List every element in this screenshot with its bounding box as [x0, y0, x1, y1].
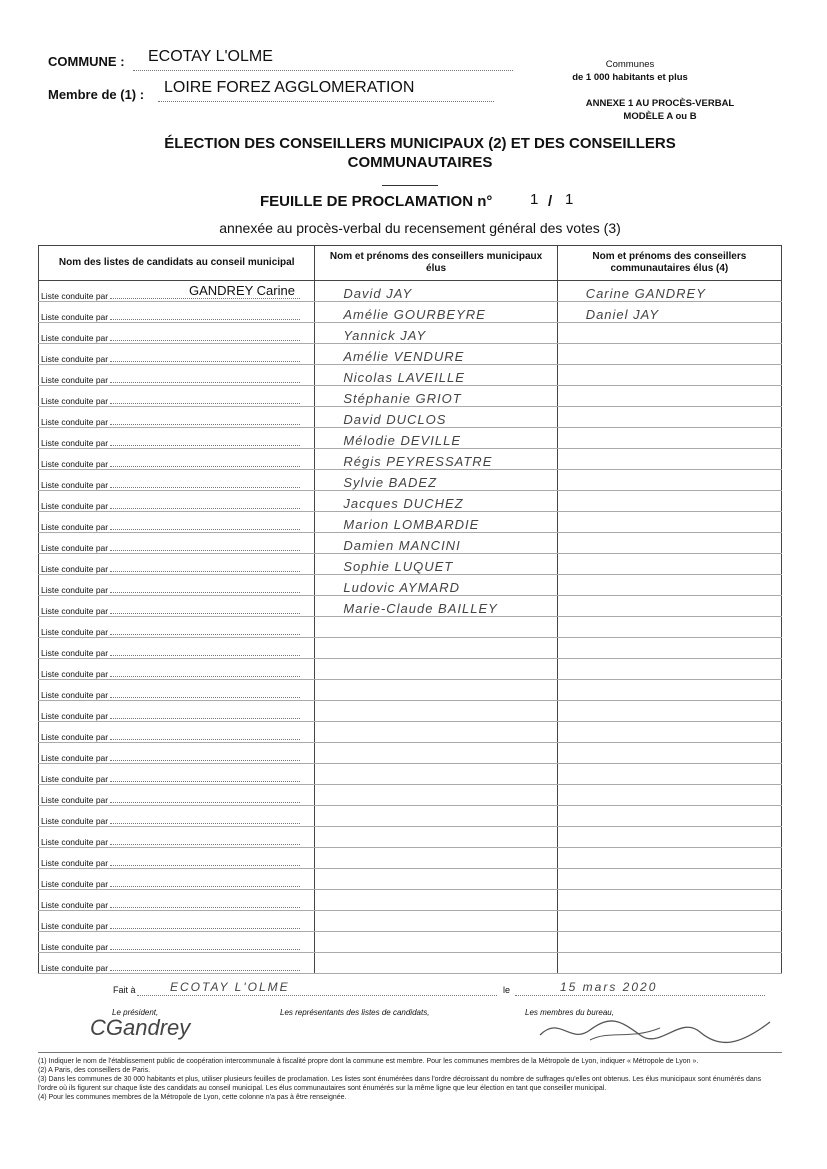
list-cell[interactable]: [39, 491, 315, 512]
row-label: Liste conduite par: [41, 648, 109, 658]
municipal-cell[interactable]: [315, 722, 557, 743]
row-dotline: [110, 571, 300, 572]
table-row: [39, 428, 782, 449]
col-communautaires: Nom et prénoms des conseillers communautaires élus (4): [557, 246, 781, 281]
municipal-cell[interactable]: [315, 848, 557, 869]
municipal-cell[interactable]: [315, 911, 557, 932]
title-line2: COMMUNAUTAIRES: [347, 154, 493, 171]
list-cell[interactable]: [39, 680, 315, 701]
list-cell[interactable]: [39, 659, 315, 680]
municipal-cell[interactable]: [315, 575, 557, 596]
municipal-cell[interactable]: [315, 785, 557, 806]
communautaire-cell[interactable]: [557, 470, 781, 491]
row-dotline: [110, 928, 300, 929]
list-cell[interactable]: [39, 806, 315, 827]
list-cell[interactable]: [39, 323, 315, 344]
municipal-cell[interactable]: [315, 596, 557, 617]
communautaire-cell[interactable]: [557, 869, 781, 890]
communautaire-cell[interactable]: [557, 449, 781, 470]
list-cell[interactable]: [39, 470, 315, 491]
row-label: Liste conduite par: [41, 711, 109, 721]
list-cell[interactable]: [39, 953, 315, 974]
footnote-divider: [38, 1052, 782, 1053]
communautaire-cell[interactable]: [557, 596, 781, 617]
communautaire-cell[interactable]: [557, 764, 781, 785]
row-dotline: [110, 865, 300, 866]
row-label: Liste conduite par: [41, 417, 109, 427]
municipal-cell[interactable]: [315, 869, 557, 890]
date-value[interactable]: 15 mars 2020: [560, 980, 658, 994]
list-cell[interactable]: [39, 743, 315, 764]
table-row: [39, 932, 782, 953]
row-label: Liste conduite par: [41, 669, 109, 679]
table-row: [39, 281, 782, 302]
title-divider: [382, 185, 438, 186]
municipal-name: David DUCLOS: [343, 412, 447, 427]
row-dotline: [110, 886, 300, 887]
right-note-annexe: [560, 97, 760, 123]
communautaire-cell[interactable]: [557, 932, 781, 953]
communautaire-name: Carine GANDREY: [585, 286, 706, 301]
row-label: Liste conduite par: [41, 480, 109, 490]
communautaire-cell[interactable]: [557, 281, 781, 302]
footnotes: [38, 1057, 782, 1102]
row-dotline: [110, 340, 300, 341]
membre-dotline: [158, 101, 494, 102]
row-label: Liste conduite par: [41, 942, 109, 952]
communautaire-cell[interactable]: [557, 302, 781, 323]
communautaire-cell[interactable]: [557, 491, 781, 512]
communautaire-cell[interactable]: [557, 428, 781, 449]
row-dotline: [110, 739, 300, 740]
table-row: [39, 743, 782, 764]
row-dotline: [110, 907, 300, 908]
row-label: Liste conduite par: [41, 375, 109, 385]
row-dotline: [110, 760, 300, 761]
row-label: Liste conduite par: [41, 858, 109, 868]
bureau-signatures: [530, 1010, 780, 1050]
row-label: Liste conduite par: [41, 732, 109, 742]
municipal-name: Amélie GOURBEYRE: [343, 307, 486, 322]
row-label: Liste conduite par: [41, 564, 109, 574]
row-dotline: [110, 466, 300, 467]
row-label: Liste conduite par: [41, 837, 109, 847]
communautaire-cell[interactable]: [557, 617, 781, 638]
row-label: Liste conduite par: [41, 543, 109, 553]
table-row: [39, 659, 782, 680]
municipal-name: Sylvie BADEZ: [343, 475, 438, 490]
municipal-cell[interactable]: [315, 554, 557, 575]
table-row: [39, 344, 782, 365]
row-label: Liste conduite par: [41, 816, 109, 826]
row-dotline: [110, 508, 300, 509]
communautaire-cell[interactable]: [557, 890, 781, 911]
communautaire-cell[interactable]: [557, 386, 781, 407]
commune-value[interactable]: ECOTAY L'OLME: [148, 48, 273, 65]
list-cell[interactable]: [39, 533, 315, 554]
communautaire-cell[interactable]: [557, 911, 781, 932]
municipal-name: Marie-Claude BAILLEY: [343, 601, 498, 616]
table-row: [39, 764, 782, 785]
list-cell[interactable]: [39, 911, 315, 932]
list-cell[interactable]: [39, 827, 315, 848]
row-dotline: [110, 844, 300, 845]
row-dotline: [110, 445, 300, 446]
table-row: [39, 869, 782, 890]
list-cell[interactable]: [39, 638, 315, 659]
communautaire-cell[interactable]: [557, 512, 781, 533]
municipal-cell[interactable]: [315, 953, 557, 974]
municipal-cell[interactable]: [315, 428, 557, 449]
table-row: [39, 638, 782, 659]
table-row: [39, 827, 782, 848]
row-dotline: [110, 949, 300, 950]
page-title: [60, 134, 780, 172]
list-head-name[interactable]: GANDREY Carine: [189, 283, 295, 298]
table-row: [39, 890, 782, 911]
municipal-cell[interactable]: [315, 932, 557, 953]
le-label: le: [503, 985, 511, 995]
table-row: [39, 302, 782, 323]
table-row: [39, 785, 782, 806]
footnote-4: (4) Pour les communes membres de la Métropole de Lyon, cette colonne n'a pas à être renseignée.: [38, 1094, 347, 1101]
list-cell[interactable]: [39, 764, 315, 785]
municipal-cell[interactable]: [315, 323, 557, 344]
row-label: Liste conduite par: [41, 900, 109, 910]
row-dotline: [110, 823, 300, 824]
communautaire-cell[interactable]: [557, 827, 781, 848]
municipal-name: Marion LOMBARDIE: [343, 517, 480, 532]
col-municipaux: Nom et prénoms des conseillers municipaux élus: [315, 246, 557, 281]
list-cell[interactable]: [39, 386, 315, 407]
municipal-cell[interactable]: [315, 407, 557, 428]
row-label: Liste conduite par: [41, 291, 109, 301]
list-cell[interactable]: [39, 554, 315, 575]
municipal-cell[interactable]: [315, 512, 557, 533]
municipal-cell[interactable]: [315, 701, 557, 722]
municipal-name: Damien MANCINI: [343, 538, 461, 553]
list-cell[interactable]: [39, 890, 315, 911]
row-label: Liste conduite par: [41, 396, 109, 406]
municipal-name: Amélie VENDURE: [343, 349, 465, 364]
row-label: Liste conduite par: [41, 606, 109, 616]
communautaire-cell[interactable]: [557, 701, 781, 722]
footnote-2: (2) A Paris, des conseillers de Paris.: [38, 1067, 151, 1074]
municipal-name: Régis PEYRESSATRE: [343, 454, 493, 469]
list-cell[interactable]: [39, 596, 315, 617]
municipal-cell[interactable]: [315, 743, 557, 764]
row-dotline: [110, 361, 300, 362]
communautaire-cell[interactable]: [557, 953, 781, 974]
list-cell[interactable]: [39, 407, 315, 428]
table-row: [39, 386, 782, 407]
communautaire-cell[interactable]: [557, 785, 781, 806]
row-label: Liste conduite par: [41, 690, 109, 700]
table-row: [39, 701, 782, 722]
table-row: [39, 848, 782, 869]
commune-dotline: [133, 70, 513, 71]
row-label: Liste conduite par: [41, 795, 109, 805]
table-row: [39, 323, 782, 344]
note-modele: MODÈLE A ou B: [623, 111, 697, 122]
representants-label: Les représentants des listes de candidats,: [280, 1008, 430, 1017]
row-dotline: [110, 634, 300, 635]
sheet-total[interactable]: 1: [565, 191, 574, 208]
municipal-cell[interactable]: [315, 617, 557, 638]
communautaire-cell[interactable]: [557, 365, 781, 386]
list-cell[interactable]: [39, 701, 315, 722]
municipal-name: Jacques DUCHEZ: [343, 496, 464, 511]
communautaire-cell[interactable]: [557, 743, 781, 764]
title-line1: ÉLECTION DES CONSEILLERS MUNICIPAUX (2) ET DES CONSEILLERS: [164, 135, 676, 152]
communautaire-cell[interactable]: [557, 533, 781, 554]
table-row: [39, 806, 782, 827]
table-row: [39, 470, 782, 491]
note-habitants: de 1 000 habitants et plus: [572, 72, 688, 83]
row-label: Liste conduite par: [41, 774, 109, 784]
list-cell[interactable]: [39, 512, 315, 533]
row-label: Liste conduite par: [41, 585, 109, 595]
footnote-3: (3) Dans les communes de 30 000 habitants et plus, utiliser plusieurs feuilles de proclamation. Les listes sont énumérées dans l'ordre décroissant du nombre de suffrages qu'elles ont obtenus. Les élus municipaux sont énumérés dans l'ordre où ils figurent sur chaque liste des candidats au conseil municipal. Les élus communautaires sont énumérés sur la même ligne que leur élection en tant que conseiller municipal.: [38, 1076, 762, 1092]
row-dotline: [110, 613, 300, 614]
municipal-cell[interactable]: [315, 806, 557, 827]
row-dotline: [110, 550, 300, 551]
municipal-cell[interactable]: [315, 764, 557, 785]
table-row: [39, 617, 782, 638]
right-note-communes: [560, 58, 700, 84]
note-annexe: ANNEXE 1 AU PROCÈS-VERBAL: [585, 98, 735, 109]
row-label: Liste conduite par: [41, 501, 109, 511]
communautaire-cell[interactable]: [557, 638, 781, 659]
municipal-cell[interactable]: [315, 365, 557, 386]
municipal-name: Yannick JAY: [343, 328, 427, 343]
municipal-cell[interactable]: [315, 281, 557, 302]
municipal-cell[interactable]: [315, 344, 557, 365]
sheet-subtitle: annexée au procès-verbal du recensement général des votes (3): [219, 220, 621, 236]
commune-label: COMMUNE :: [48, 54, 125, 69]
table-row: [39, 680, 782, 701]
row-dotline: [110, 382, 300, 383]
row-dotline: [110, 424, 300, 425]
list-cell[interactable]: [39, 449, 315, 470]
sheet-sep: /: [548, 193, 553, 210]
row-label: Liste conduite par: [41, 438, 109, 448]
sheet-label: FEUILLE DE PROCLAMATION n°: [260, 193, 493, 210]
communautaire-cell[interactable]: [557, 323, 781, 344]
municipal-cell[interactable]: [315, 491, 557, 512]
row-dotline: [110, 529, 300, 530]
row-dotline: [110, 298, 300, 299]
list-cell[interactable]: [39, 785, 315, 806]
row-dotline: [110, 970, 300, 971]
communautaire-cell[interactable]: [557, 659, 781, 680]
fait-dotline: [137, 995, 497, 996]
communautaire-cell[interactable]: [557, 848, 781, 869]
president-signature: CGandrey: [90, 1015, 191, 1040]
bureau-label: Les membres du bureau,: [525, 1008, 614, 1017]
list-cell[interactable]: [39, 575, 315, 596]
table-row: [39, 533, 782, 554]
table-row: [39, 407, 782, 428]
communautaire-cell[interactable]: [557, 575, 781, 596]
municipal-cell[interactable]: [315, 533, 557, 554]
row-dotline: [110, 487, 300, 488]
row-label: Liste conduite par: [41, 459, 109, 469]
municipal-name: Mélodie DEVILLE: [343, 433, 462, 448]
list-cell[interactable]: [39, 848, 315, 869]
row-label: Liste conduite par: [41, 753, 109, 763]
list-cell[interactable]: [39, 428, 315, 449]
municipal-name: Sophie LUQUET: [343, 559, 454, 574]
president-label: Le président,: [112, 1008, 159, 1017]
table-row: [39, 512, 782, 533]
row-dotline: [110, 655, 300, 656]
table-row: [39, 365, 782, 386]
sheet-num[interactable]: 1: [530, 191, 539, 208]
row-label: Liste conduite par: [41, 921, 109, 931]
municipal-cell[interactable]: [315, 680, 557, 701]
list-cell[interactable]: [39, 365, 315, 386]
municipal-cell[interactable]: [315, 638, 557, 659]
communautaire-cell[interactable]: [557, 680, 781, 701]
table-row: [39, 596, 782, 617]
municipal-cell[interactable]: [315, 302, 557, 323]
list-cell[interactable]: [39, 344, 315, 365]
row-dotline: [110, 781, 300, 782]
proclamation-table: [38, 245, 782, 974]
row-dotline: [110, 718, 300, 719]
municipal-name: Ludovic AYMARD: [343, 580, 460, 595]
note-communes: Communes: [605, 59, 655, 70]
municipal-name: Stéphanie GRIOT: [343, 391, 462, 406]
table-row: [39, 722, 782, 743]
municipal-cell[interactable]: [315, 470, 557, 491]
row-label: Liste conduite par: [41, 333, 109, 343]
municipal-name: David JAY: [343, 286, 413, 301]
row-dotline: [110, 676, 300, 677]
fait-place[interactable]: ECOTAY L'OLME: [170, 980, 290, 994]
row-label: Liste conduite par: [41, 312, 109, 322]
communautaire-cell[interactable]: [557, 554, 781, 575]
list-cell[interactable]: [39, 932, 315, 953]
table-row: [39, 575, 782, 596]
municipal-cell[interactable]: [315, 827, 557, 848]
communautaire-cell[interactable]: [557, 344, 781, 365]
membre-value[interactable]: LOIRE FOREZ AGGLOMERATION: [164, 79, 415, 96]
communautaire-cell[interactable]: [557, 722, 781, 743]
row-dotline: [110, 592, 300, 593]
municipal-cell[interactable]: [315, 449, 557, 470]
municipal-cell[interactable]: [315, 386, 557, 407]
list-cell[interactable]: [39, 722, 315, 743]
table-row: [39, 953, 782, 974]
row-dotline: [110, 403, 300, 404]
table-row: [39, 554, 782, 575]
row-dotline: [110, 319, 300, 320]
row-label: Liste conduite par: [41, 354, 109, 364]
row-label: Liste conduite par: [41, 879, 109, 889]
communautaire-cell[interactable]: [557, 407, 781, 428]
municipal-cell[interactable]: [315, 659, 557, 680]
fait-label: Fait à: [113, 985, 136, 995]
footnote-1: (1) Indiquer le nom de l'établissement public de coopération intercommunale à fiscalité propre dont la commune est membre. Pour les communes membres de la Métropole de Lyon, indiquer « Métropole de Lyon ».: [38, 1058, 699, 1065]
list-cell[interactable]: [39, 869, 315, 890]
col-listes: Nom des listes de candidats au conseil municipal: [39, 246, 315, 281]
row-label: Liste conduite par: [41, 627, 109, 637]
communautaire-name: Daniel JAY: [585, 307, 660, 322]
row-dotline: [110, 697, 300, 698]
list-cell[interactable]: [39, 302, 315, 323]
row-label: Liste conduite par: [41, 522, 109, 532]
municipal-name: Nicolas LAVEILLE: [343, 370, 465, 385]
membre-label: Membre de (1) :: [48, 87, 145, 102]
row-dotline: [110, 802, 300, 803]
list-cell[interactable]: [39, 617, 315, 638]
row-label: Liste conduite par: [41, 963, 109, 973]
table-row: [39, 911, 782, 932]
municipal-cell[interactable]: [315, 890, 557, 911]
list-cell[interactable]: [39, 281, 315, 302]
date-dotline: [515, 995, 765, 996]
communautaire-cell[interactable]: [557, 806, 781, 827]
table-row: [39, 449, 782, 470]
table-row: [39, 491, 782, 512]
